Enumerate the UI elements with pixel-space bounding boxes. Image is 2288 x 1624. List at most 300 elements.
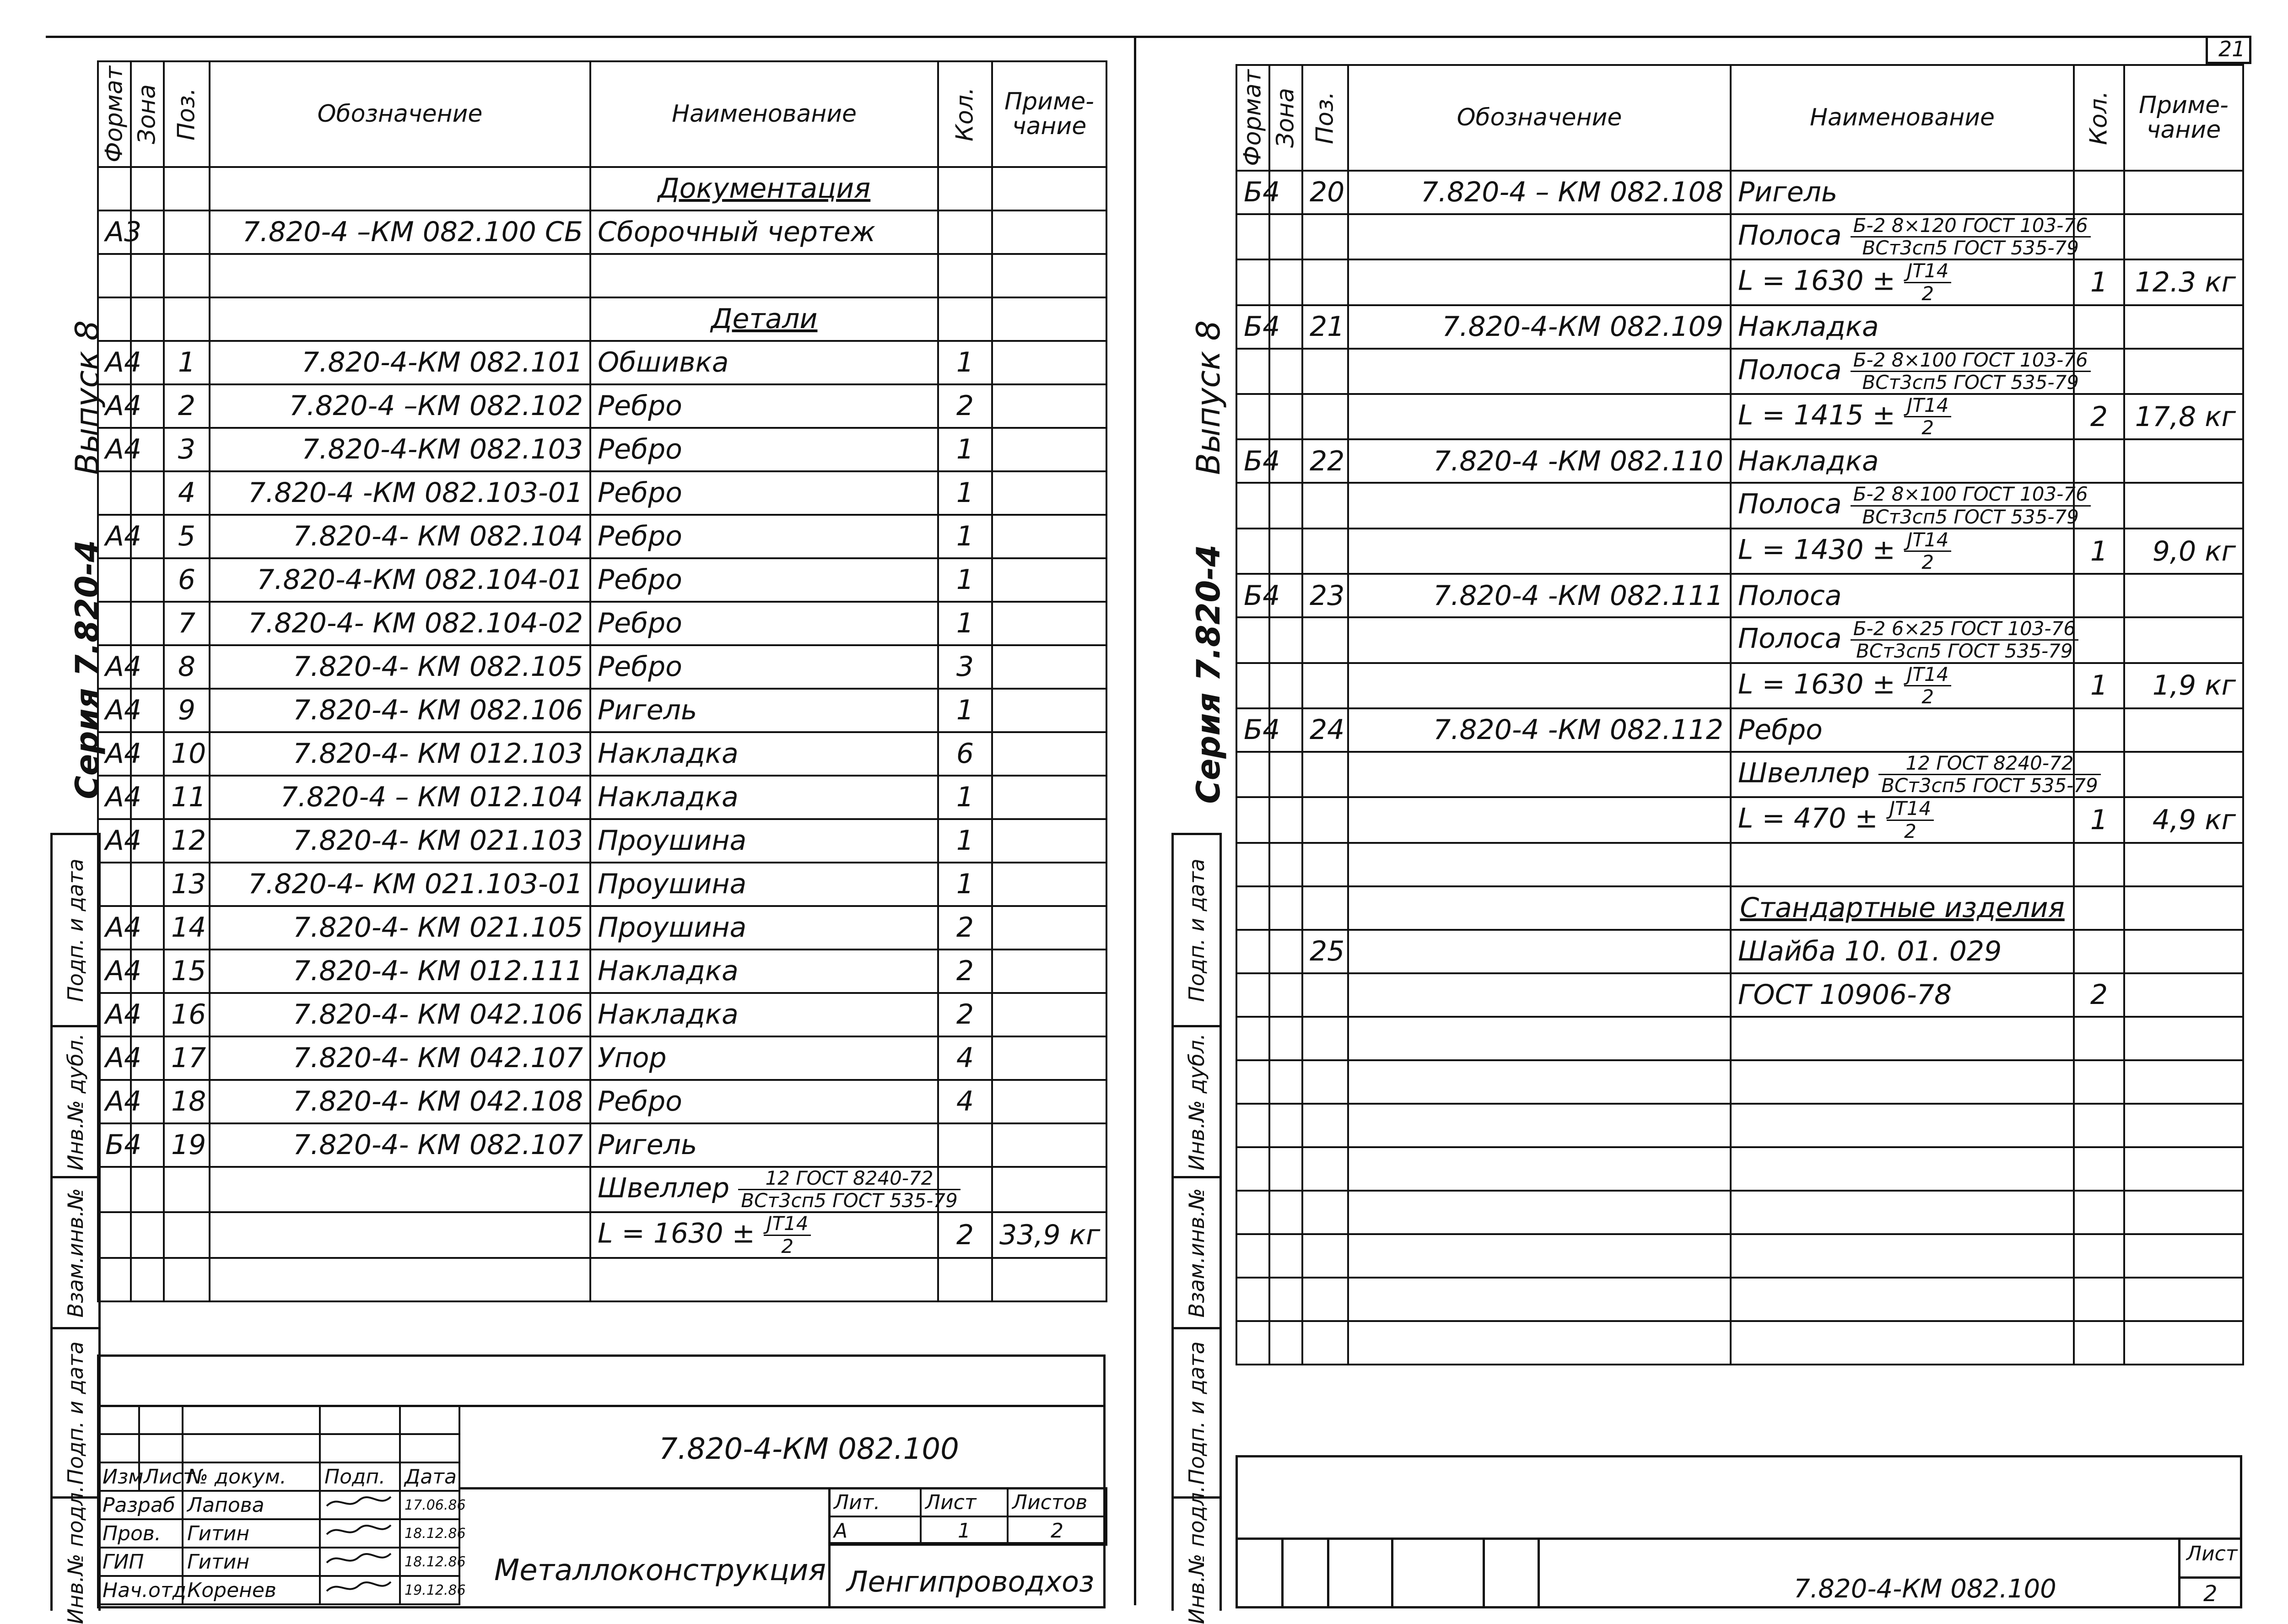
cell-name: Накладка [590, 950, 938, 993]
cell-qty: 2 [938, 906, 992, 950]
fraction-bottom: 2 [1921, 551, 1934, 574]
fraction [1851, 484, 2091, 527]
table-row [1236, 1278, 2243, 1321]
cell-zone [1269, 349, 1302, 394]
cell-fmt: А4 [98, 515, 131, 558]
cell-pos: 9 [164, 689, 210, 732]
cell-note [2124, 617, 2243, 663]
cell-pos [1302, 1234, 1348, 1278]
cell-fmt [1236, 1278, 1269, 1321]
cell-qty: 3 [938, 645, 992, 689]
tb-right-v6 [2178, 1538, 2180, 1608]
cell-note [2124, 886, 2243, 930]
cell-fmt [98, 1212, 131, 1257]
cell-note [992, 428, 1106, 471]
cell-qty: 1 [938, 558, 992, 602]
cell-pos [1302, 349, 1348, 394]
fraction [764, 1213, 811, 1257]
cell-name: Накладка [590, 993, 938, 1036]
spec-table-right [1236, 64, 2244, 1365]
cell-des [1348, 1278, 1731, 1321]
table-row [1236, 1104, 2243, 1147]
cell-des [210, 1258, 590, 1301]
header-note: Приме-чание [992, 61, 1106, 167]
fraction-top: JT14 [764, 1213, 811, 1236]
cell-name-text: Швеллер [598, 1172, 730, 1204]
cell-des: 7.820-4- КМ 082.106 [210, 689, 590, 732]
cell-pos [164, 210, 210, 254]
table-row [98, 558, 1106, 602]
tb-col-ndoc: № докум. [183, 1462, 320, 1491]
cell-qty [2074, 1017, 2124, 1060]
fraction [1851, 215, 2091, 259]
cell-qty [2074, 886, 2124, 930]
cell-fmt [98, 471, 131, 515]
table-row [98, 428, 1106, 471]
table-row [1236, 259, 2243, 305]
cell-fmt [98, 602, 131, 645]
cell-qty: 1 [938, 689, 992, 732]
cell-name: Ребро [1731, 708, 2074, 752]
cell-des: 7.820-4- КМ 082.104 [210, 515, 590, 558]
table-row [98, 210, 1106, 254]
cell-name: Детали [590, 297, 938, 341]
cell-des [1348, 886, 1731, 930]
cell-note: 33,9 кг [992, 1212, 1106, 1257]
signature-row [98, 1548, 459, 1576]
cell-note [2124, 305, 2243, 349]
cell-fmt: А4 [98, 776, 131, 819]
cell-fmt [98, 558, 131, 602]
cell-name: Полоса [1731, 574, 2074, 617]
cell-des: 7.820-4- КМ 021.103 [210, 819, 590, 863]
cell-name: Проушина [590, 906, 938, 950]
cell-fmt [1236, 797, 1269, 842]
tb-right-sheet-line [2178, 1576, 2242, 1579]
cell-zone [1269, 752, 1302, 797]
cell-name [1731, 259, 2074, 305]
cell-name: Накладка [590, 732, 938, 776]
table-row [98, 645, 1106, 689]
cell-pos [164, 1167, 210, 1212]
cell-des: 7.820-4- КМ 042.106 [210, 993, 590, 1036]
cell-fmt [1236, 886, 1269, 930]
cell-fmt [98, 297, 131, 341]
side-cell-inv-podl-r: Инв.№ подл. [1174, 1496, 1220, 1611]
cell-name [1731, 843, 2074, 886]
cell-note [992, 1080, 1106, 1123]
cell-pos [1302, 1321, 1348, 1365]
cell-qty: 2 [938, 384, 992, 428]
cell-name [1731, 483, 2088, 528]
table-row [1236, 1321, 2243, 1365]
cell-pos: 22 [1302, 439, 1348, 483]
signature-name: Лапова [183, 1491, 320, 1519]
cell-name: Стандартные изделия [1731, 886, 2074, 930]
cell-note [992, 602, 1106, 645]
cell-note [2124, 171, 2243, 214]
cell-zone [1269, 259, 1302, 305]
tb-right-v1 [1281, 1538, 1284, 1608]
cell-name [1731, 394, 2074, 439]
cell-qty: 1 [2074, 259, 2124, 305]
signature-role: Нач.отд [98, 1576, 183, 1604]
cell-name [1731, 1104, 2074, 1147]
cell-name [1731, 1017, 2074, 1060]
cell-pos: 18 [164, 1080, 210, 1123]
lit-table [828, 1487, 1107, 1546]
cell-fmt [1236, 930, 1269, 973]
side-cell-inv-dubl-r: Инв.№ дубл. [1174, 1025, 1220, 1176]
cell-fmt [1236, 843, 1269, 886]
cell-qty: 4 [938, 1036, 992, 1080]
cell-qty: 1 [2074, 797, 2124, 842]
cell-fmt: Б4 [1236, 439, 1269, 483]
cell-zone [1269, 797, 1302, 842]
cell-zone [1269, 1017, 1302, 1060]
cell-qty: 2 [938, 1212, 992, 1257]
cell-note [992, 732, 1106, 776]
cell-zone [131, 254, 164, 297]
cell-note [992, 1258, 1106, 1301]
cell-qty: 1 [938, 863, 992, 906]
cell-name: Накладка [1731, 305, 2074, 349]
cell-des [1348, 663, 1731, 708]
cell-pos: 24 [1302, 708, 1348, 752]
table-row [1236, 1147, 2243, 1191]
cell-note: 4,9 кг [2124, 797, 2243, 842]
cell-des [210, 297, 590, 341]
fraction-bottom: 2 [1921, 685, 1934, 708]
table-row [98, 776, 1106, 819]
side-stamp-right [1171, 833, 1222, 1624]
cell-note [992, 471, 1106, 515]
fraction-top: JT14 [1904, 529, 1952, 552]
header-designation: Обозначение [210, 61, 590, 167]
table-row [98, 602, 1106, 645]
cell-pos: 10 [164, 732, 210, 776]
lit-value: А [829, 1516, 921, 1545]
cell-pos [1302, 886, 1348, 930]
cell-name: Проушина [590, 819, 938, 863]
cell-name [1731, 1191, 2074, 1234]
cell-des [1348, 529, 1731, 574]
side-cell-sign-date-2: Подп. и дата [53, 1327, 98, 1496]
cell-des: 7.820-4-КМ 082.101 [210, 341, 590, 384]
table-row [1236, 574, 2243, 617]
table-row [1236, 439, 2243, 483]
cell-pos: 19 [164, 1123, 210, 1167]
sheet-value-right: 2 [2203, 1581, 2218, 1607]
cell-note [2124, 843, 2243, 886]
table-row [98, 993, 1106, 1036]
cell-name-text: L = 1630 ± [1738, 668, 1895, 700]
cell-name [1731, 663, 2074, 708]
tb-line-3 [828, 1542, 1106, 1544]
cell-note: 1,9 кг [2124, 663, 2243, 708]
header-name-r: Наименование [1731, 65, 2074, 171]
list-label: Лист [921, 1488, 1008, 1516]
cell-zone [131, 1258, 164, 1301]
cell-zone [1269, 1278, 1302, 1321]
cell-zone [1269, 1104, 1302, 1147]
cell-name-text: L = 1630 ± [598, 1217, 755, 1250]
cell-des [1348, 1234, 1731, 1278]
cell-fmt: А4 [98, 1036, 131, 1080]
cell-note: 17,8 кг [2124, 394, 2243, 439]
cell-zone [131, 602, 164, 645]
cell-fmt: Б4 [1236, 574, 1269, 617]
cell-zone [1269, 663, 1302, 708]
cell-pos: 12 [164, 819, 210, 863]
table-row [98, 167, 1106, 210]
cell-pos [1302, 1104, 1348, 1147]
cell-des: 7.820-4- КМ 012.103 [210, 732, 590, 776]
fraction-bottom: ВСт3сп5 ГОСТ 535-79 [1856, 640, 2073, 663]
cell-qty [2074, 708, 2124, 752]
title-block-right [1236, 1455, 2242, 1608]
cell-note [992, 689, 1106, 732]
cell-qty [938, 210, 992, 254]
cell-name [1731, 1278, 2074, 1321]
cell-des [1348, 1017, 1731, 1060]
fraction-top: JT14 [1904, 260, 1952, 283]
cell-pos [1302, 529, 1348, 574]
table-row [98, 341, 1106, 384]
fraction-bottom: 2 [1921, 282, 1934, 305]
table-row [1236, 886, 2243, 930]
cell-fmt [1236, 1017, 1269, 1060]
cell-name: Накладка [590, 776, 938, 819]
table-row [98, 863, 1106, 906]
cell-des: 7.820-4-КМ 082.109 [1348, 305, 1731, 349]
cell-fmt [1236, 483, 1269, 528]
cell-note [992, 341, 1106, 384]
cell-note [2124, 439, 2243, 483]
cell-name [1731, 1234, 2074, 1278]
cell-des [210, 1212, 590, 1257]
cell-fmt [98, 167, 131, 210]
cell-pos [164, 167, 210, 210]
table-row [98, 906, 1106, 950]
cell-name: Ригель [590, 1123, 938, 1167]
table-row [98, 1080, 1106, 1123]
cell-zone [1269, 529, 1302, 574]
cell-fmt [1236, 1060, 1269, 1104]
cell-name-text: L = 1415 ± [1738, 399, 1895, 432]
cell-name: Шайба 10. 01. 029 [1731, 930, 2074, 973]
cell-pos [1302, 1278, 1348, 1321]
cell-des [1348, 843, 1731, 886]
table-row [1236, 752, 2243, 797]
page-corner-number: 21 [2218, 37, 2245, 61]
fraction-top: Б-2 8×100 ГОСТ 103-76 [1851, 484, 2091, 506]
org-name: Ленгипроводхоз [847, 1565, 1094, 1598]
cell-fmt: А4 [98, 950, 131, 993]
cell-fmt [1236, 663, 1269, 708]
cell-des [1348, 214, 1731, 259]
cell-fmt: А4 [98, 341, 131, 384]
cell-qty: 4 [938, 1080, 992, 1123]
header-qty-r: Кол. [2074, 65, 2124, 171]
side-cell-vzam: Взам.инв.№ [53, 1176, 98, 1327]
issue-label-right: Выпуск 8 [1190, 320, 1227, 475]
cell-name: Ребро [590, 645, 938, 689]
top-border-left [46, 36, 1135, 38]
cell-zone [1269, 843, 1302, 886]
cell-fmt: Б4 [1236, 708, 1269, 752]
cell-fmt [1236, 259, 1269, 305]
table-row [1236, 797, 2243, 842]
cell-fmt: А4 [98, 689, 131, 732]
cell-zone [1269, 930, 1302, 973]
cell-des: 7.820-4- КМ 082.107 [210, 1123, 590, 1167]
signature-row [98, 1519, 459, 1548]
cell-name [590, 1212, 938, 1257]
signature-mark [320, 1491, 400, 1519]
cell-qty [2074, 1147, 2124, 1191]
table-row [1236, 394, 2243, 439]
table-row [98, 471, 1106, 515]
cell-note [2124, 483, 2243, 528]
cell-note: 12.3 кг [2124, 259, 2243, 305]
cell-name: Ребро [590, 471, 938, 515]
cell-name [1731, 348, 2088, 394]
cell-name: Упор [590, 1036, 938, 1080]
header-zone-r: Зона [1269, 65, 1302, 171]
cell-note [2124, 1234, 2243, 1278]
signature-date: 18.12.86 [400, 1548, 459, 1576]
cell-zone [131, 558, 164, 602]
cell-note [992, 210, 1106, 254]
cell-pos [1302, 973, 1348, 1017]
cell-name [1731, 1060, 2074, 1104]
cell-zone [1269, 214, 1302, 259]
signature-date: 18.12.86 [400, 1519, 459, 1548]
cell-qty: 1 [2074, 663, 2124, 708]
cell-pos [164, 297, 210, 341]
cell-name: Ребро [590, 428, 938, 471]
cell-pos [1302, 1017, 1348, 1060]
cell-qty: 2 [938, 950, 992, 993]
cell-name: Ребро [590, 1080, 938, 1123]
cell-qty [2074, 930, 2124, 973]
fraction [1904, 260, 1952, 304]
cell-fmt: Б4 [1236, 171, 1269, 214]
cell-des: 7.820-4 -КМ 082.103-01 [210, 471, 590, 515]
issue-label-left: Выпуск 8 [69, 320, 106, 475]
fraction [738, 1168, 961, 1211]
tb-right-v5 [1538, 1538, 1540, 1608]
signature-mark [320, 1548, 400, 1576]
cell-note: 9,0 кг [2124, 529, 2243, 574]
table-row [98, 1258, 1106, 1301]
cell-fmt [1236, 1191, 1269, 1234]
table-row [98, 950, 1106, 993]
cell-des [1348, 1147, 1731, 1191]
listov-value: 2 [1008, 1516, 1106, 1545]
table-row [1236, 663, 2243, 708]
header-name: Наименование [590, 61, 938, 167]
table-row [1236, 1234, 2243, 1278]
cell-des [1348, 930, 1731, 973]
cell-pos: 1 [164, 341, 210, 384]
cell-note [2124, 1278, 2243, 1321]
cell-name: Ребро [590, 515, 938, 558]
table-row [98, 1167, 1106, 1212]
top-border-right [1135, 36, 2242, 38]
signature-row [98, 1491, 459, 1519]
cell-note [2124, 973, 2243, 1017]
table-row [1236, 1060, 2243, 1104]
cell-note [2124, 1321, 2243, 1365]
cell-pos: 4 [164, 471, 210, 515]
tb-right-v3 [1391, 1538, 1393, 1608]
cell-pos: 14 [164, 906, 210, 950]
cell-name: Документация [590, 167, 938, 210]
table-row [1236, 973, 2243, 1017]
cell-qty [938, 297, 992, 341]
cell-qty: 1 [938, 776, 992, 819]
table-row [1236, 1191, 2243, 1234]
cell-note [992, 515, 1106, 558]
cell-pos: 23 [1302, 574, 1348, 617]
cell-fmt: А4 [98, 732, 131, 776]
fraction-bottom: ВСт3сп5 ГОСТ 535-79 [741, 1189, 958, 1212]
tb-col-podp: Подп. [320, 1462, 400, 1491]
cell-pos: 2 [164, 384, 210, 428]
cell-des [1348, 752, 1731, 797]
cell-note [992, 1123, 1106, 1167]
table-row [98, 732, 1106, 776]
cell-qty [2074, 1060, 2124, 1104]
cell-qty [938, 254, 992, 297]
cell-des: 7.820-4- КМ 082.104-02 [210, 602, 590, 645]
cell-pos: 6 [164, 558, 210, 602]
cell-qty [938, 1258, 992, 1301]
cell-pos [1302, 797, 1348, 842]
signature-row [98, 1576, 459, 1604]
cell-note [2124, 1191, 2243, 1234]
cell-des [1348, 1060, 1731, 1104]
cell-pos [1302, 214, 1348, 259]
cell-pos [1302, 617, 1348, 663]
signature-mark [320, 1519, 400, 1548]
cell-des: 7.820-4- КМ 021.103-01 [210, 863, 590, 906]
cell-des [210, 254, 590, 297]
cell-name [1731, 529, 2074, 574]
signature-role: Пров. [98, 1519, 183, 1548]
side-cell-sign-date-r2: Подп. и дата [1174, 1327, 1220, 1496]
sheet-right [1135, 0, 2288, 1624]
table-row [1236, 214, 2243, 259]
cell-name [1731, 797, 2074, 842]
side-cell-inv-dubl: Инв.№ дубл. [53, 1025, 98, 1176]
fraction-top: Б-2 8×100 ГОСТ 103-76 [1851, 350, 2091, 372]
cell-note [992, 254, 1106, 297]
fraction [1887, 798, 1934, 842]
doc-code-right: 7.820-4-КМ 082.100 [1794, 1574, 2056, 1604]
cell-name: Ребро [590, 602, 938, 645]
cell-fmt [98, 1258, 131, 1301]
cell-qty: 1 [938, 341, 992, 384]
table-row [98, 384, 1106, 428]
cell-des: 7.820-4-КМ 082.104-01 [210, 558, 590, 602]
cell-pos: 7 [164, 602, 210, 645]
cell-name-text: Швеллер [1738, 757, 1870, 789]
tb-right-line [1236, 1538, 2242, 1540]
cell-note [992, 863, 1106, 906]
